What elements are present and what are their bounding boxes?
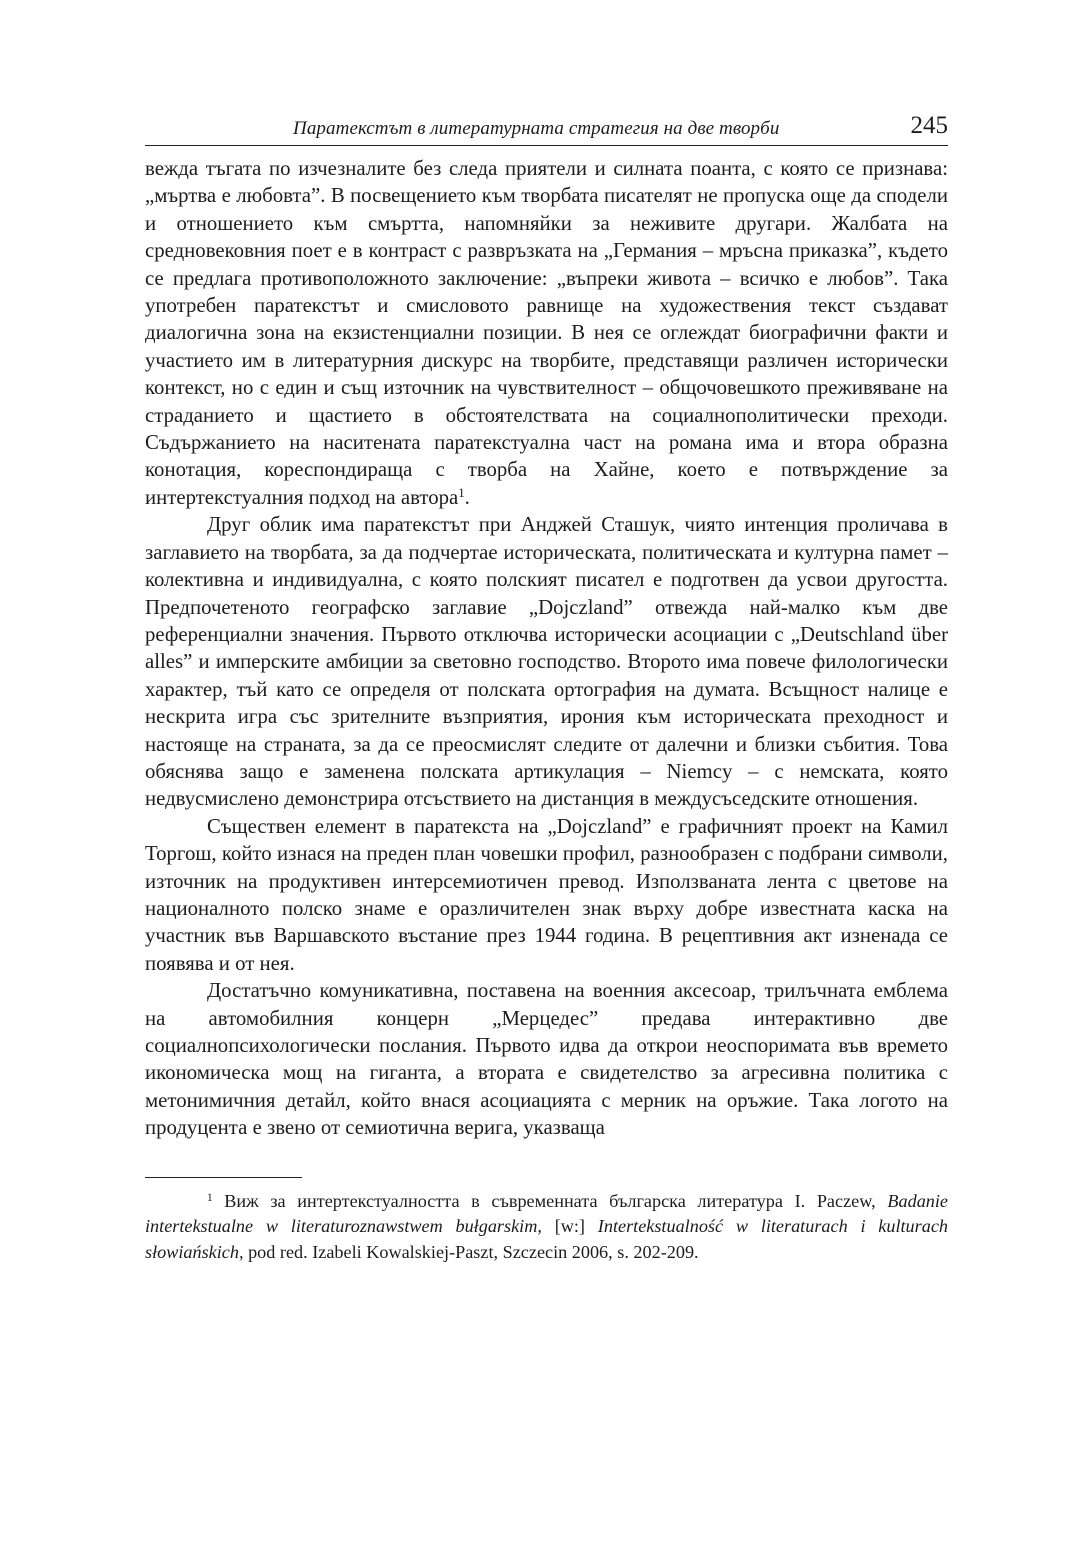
paragraph-continuation (145, 155, 948, 511)
page-number: 245 (910, 112, 948, 139)
footnote-in: [w:] (554, 1216, 585, 1237)
footnote-tail: pod red. Izabeli Kowalskiej-Paszt, Szczecin 2006, s. 202-209. (248, 1241, 699, 1262)
footnote-reference: 1 (458, 485, 465, 500)
footnote-title-1: Badanie intertekstualne w literaturoznawstwem bułgarskim, (145, 1190, 949, 1237)
paragraph: Друг облик има паратекстът при Анджей Сташук, чиято интенция проличава в заглавието на творбата, за да подчертае историческата, политическата и културна памет – колективна и индивидуална, с която полският писател е подготвен да усвои другостта. Предпочетеното географско заглавие „Dojczland” отвежда най-малко към две референциални значения. Първото отключва исторически асоциации с „Deutschland über alles” и имперските амбиции за световно господство. Второто има повече филологически характер, тъй като се определя от полската ортография на думата. Всъщност налице е нескрита игра със зрителните възприятия, ирония към историческата преходност и настояще на страната, за да се преосмислят следите от далечни и близки събития. Това обяснява защо е заменена полската артикулация – Niemcy – с немската, която недвусмислено демонстрира отсъствието на дистанция в междусъседските отношения. (145, 513, 948, 811)
paragraph: Достатъчно комуникативна, поставена на военния аксесоар, трилъчната емблема на автомобилния концерн „Мерцедес” предава интерактивно две социалнопсихологически послания. Първото идва да открои неоспоримата във времето икономическа мощ на гиганта, а втората е свидетелство за агресивна политика с метонимичния детайл, който внася асоциацията с мерник на оръжие. Така логото на продуцента е звено от семиотична верига, указваща (145, 979, 948, 1140)
paragraph: Съществен елемент в паратекста на „Dojczland” е графичният проект на Камил Торгош, който изнася на преден план човешки профил, разнообразен с подбрани символи, източник на продуктивен интерсемиотичен превод. Използваната лента с цветове на националното полско знаме е оразличителен знак върху добре известната каска на участник във Варшавското въстание през 1944 година. В рецептивния акт изненада се появява и от нея. (145, 814, 948, 975)
footnote-separator (145, 1177, 302, 1178)
footnote-title-2: Intertekstualność w literaturach i kulturach słowiańskich, (145, 1216, 948, 1262)
running-title: Паратекстът в литературната стратегия на две творби (293, 118, 780, 139)
paragraph-end: . (464, 485, 470, 509)
footnote (145, 1189, 948, 1266)
footnote-marker: 1 (207, 1191, 213, 1204)
running-header (145, 112, 948, 146)
body-text (145, 155, 948, 1142)
book-page (145, 112, 948, 1265)
paragraph-text: вежда тъгата по изчезналите без следа приятели и силната поанта, с която се признава: „мъртва е любовта”. В посвещението към творбата писателят не пропуска още да сподели и отношението към смъртта, напомняйки за неживите другари. Жалбата на средновековния поет е в контраст с развръзката на „Германия – мръсна приказка”, където се предлага противоположното заключение: „въпреки живота – всичко е любов”. Така употребен паратекстът и смисловото равнище на художествения текст създават диалогична зона на екзистенциални позиции. В нея се оглеждат биографични факти и участието им в литературния дискурс на творбите, представящи различен исторически контекст, но с един и същ източник на чувствителност – общочовешкото преживяване на страданието и щастието в обстоятелствата на социалнополитически преходи. Съдържанието на наситената паратекстуална част на романа има и втора образна конотация, кореспондираща с творба на Хайне, което е потвърждение за интертекстуалния подход на автора (145, 157, 948, 509)
footnote-lead: Виж за интертекстуалността в съвременната българска литература I. Paczew, (224, 1190, 876, 1211)
